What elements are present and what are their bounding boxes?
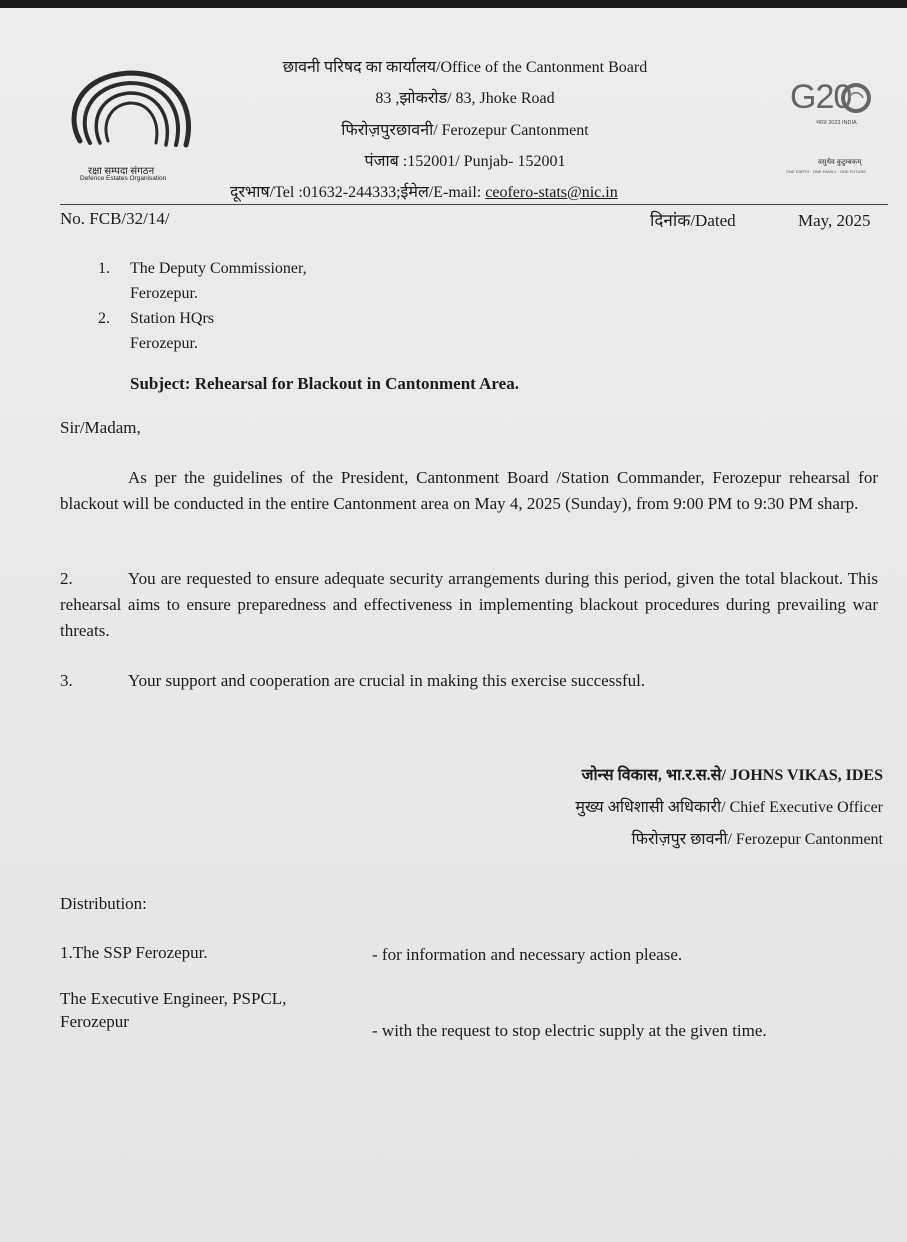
paragraph-2-text: You are requested to ensure adequate security arrangements during this period, given the total blackout. This rehearsal aims to ensure preparedness and effectiveness in implementing blackout procedures during prevailing war threats. [60,569,878,640]
addressee-item-city: Ferozepur. [130,335,198,352]
paragraph-3 [60,668,645,694]
paragraph-2-number: 2. [60,569,73,588]
distribution-heading: Distribution: [60,894,147,913]
signatory-designation: मुख्य अधिशासी अधिकारी/ Chief Executive Officer [575,799,883,816]
dated-label: दिनांक/Dated [650,211,736,230]
addressee-list [98,256,307,356]
distribution-recipient-2: The Executive Engineer, PSPCL, [60,989,287,1008]
salutation: Sir/Madam, [60,418,141,437]
header-phone: दूरभाष/Tel :01632-244333;ईमेल/E-mail: [230,184,486,201]
header-contact [230,180,618,202]
distribution-purpose-2: - with the request to stop electric supply at the given time. [372,1021,767,1040]
g20-hindi-text: भारत 2023 INDIA [816,120,857,126]
g20-logo [778,78,890,188]
header-office: छावनी परिषद का कार्यालय/Office of the Cantonment Board [282,59,648,76]
addressee-item-city: Ferozepur. [130,285,198,302]
addressee-item: 2. Station HQrs [98,310,214,327]
signatory-name: जोन्स विकास, भा.र.स.से/ JOHNS VIKAS, IDES [581,767,883,784]
logo-english-caption: Defence Estates Organisation [80,175,167,182]
lotus-globe-icon [840,82,872,114]
signatory-office: फिरोज़पुर छावनी/ Ferozepur Cantonment [631,831,883,848]
header-address: 83 ,झोकरोड/ 83, Jhoke Road [375,90,555,107]
paragraph-2 [60,566,878,644]
paragraph-3-number: 3. [60,671,73,690]
addressee-item: 1. The Deputy Commissioner, [98,260,307,277]
header-state: पंजाब :152001/ Punjab- 152001 [364,153,566,170]
reference-number: No. FCB/32/14/ [60,209,170,228]
letter-date: May, 2025 [798,211,871,230]
distribution-recipient-1: 1.The SSP Ferozepur. [60,943,208,962]
paragraph-1: As per the guidelines of the President, Cantonment Board /Station Commander, Ferozepur rehearsal for blackout will be conducted in the entire Cantonment area on May 4, 2025 (Sunday), from 9:00 PM to 9:30 PM sharp. [60,468,878,513]
paragraph-3-text: Your support and cooperation are crucial in making this exercise successful. [128,671,646,690]
header-divider [60,204,888,205]
g20-tagline: ONE EARTH · ONE FAMILY · ONE FUTURE [786,169,867,174]
g20-tagline-hindi: वसुधैव कुटुम्बकम् [818,158,862,166]
distribution-recipient-2-city: Ferozepur [60,1012,129,1031]
subject-line: Subject: Rehearsal for Blackout in Cantonment Area. [130,374,519,393]
distribution-purpose-1: - for information and necessary action please. [372,945,683,964]
header-city: फिरोज़पुरछावनी/ Ferozepur Cantonment [341,122,589,139]
g20-wordmark: G20 [790,78,852,116]
concentric-arcs-emblem-icon [58,63,208,163]
logo-hindi-caption: रक्षा सम्पदा संगठन [88,166,155,177]
header-email-link[interactable]: ceofero-stats@nic.in [485,184,618,201]
letter-page [0,8,907,1242]
